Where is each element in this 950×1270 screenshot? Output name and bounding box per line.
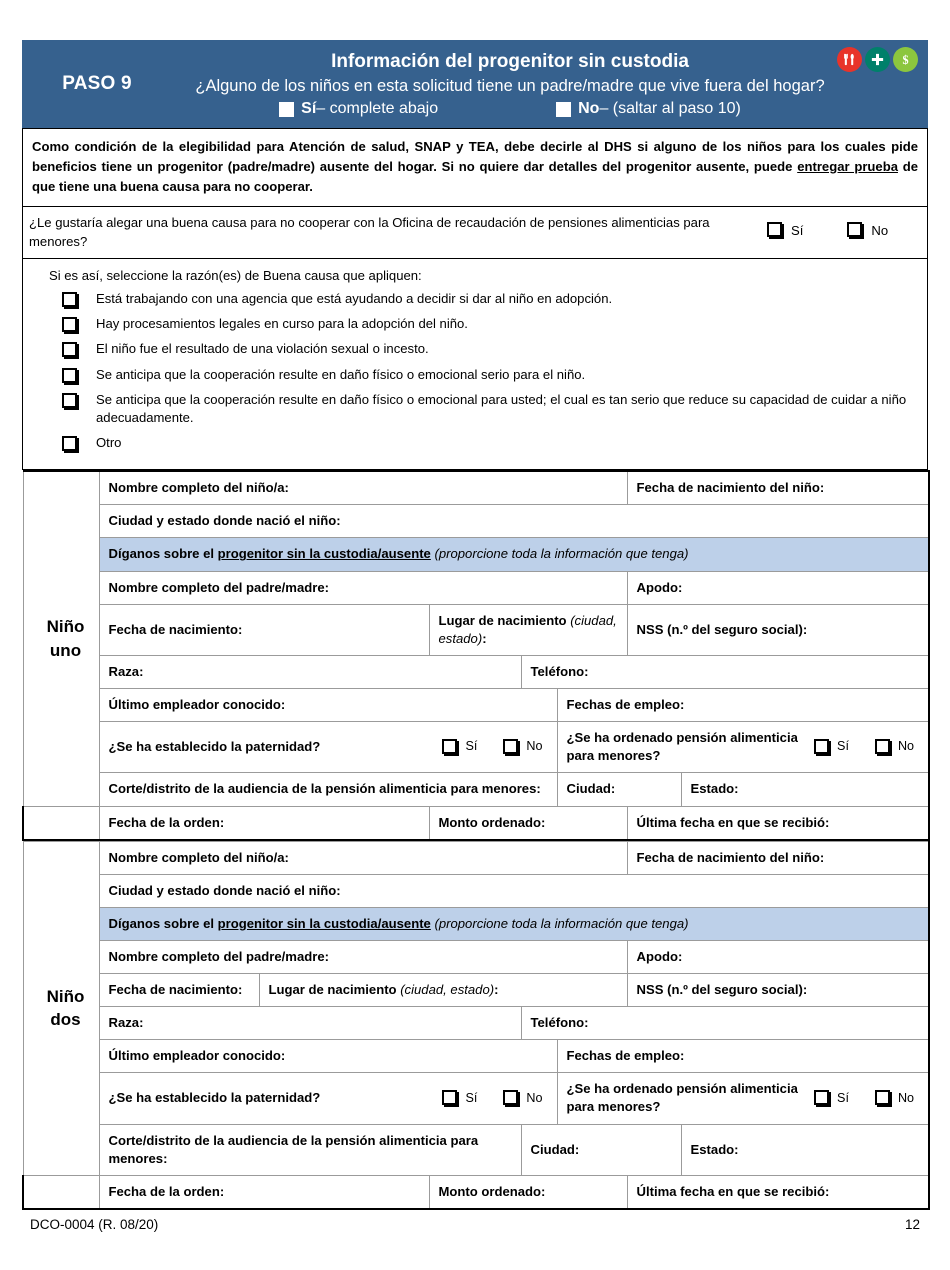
- table-row: [23, 1006, 929, 1039]
- program-icons: [837, 47, 918, 72]
- svg-text:$: $: [902, 52, 909, 67]
- table-row: [23, 1175, 929, 1209]
- support-ordered-yes-checkbox[interactable]: [814, 739, 829, 754]
- support-ordered-no-label: No: [897, 1090, 915, 1105]
- header-yes-label: Sí: [301, 100, 317, 117]
- banner-underlined: progenitor sin la custodia/ausente: [217, 546, 431, 562]
- paternity-yes-checkbox[interactable]: [442, 739, 457, 754]
- money-dollar-icon: [893, 47, 918, 72]
- cell-last-employer[interactable]: Último empleador conocido:: [99, 1039, 557, 1072]
- health-plus-icon: [865, 47, 890, 72]
- support-ordered-no-option[interactable]: [875, 738, 914, 755]
- banner-pre: Díganos sobre el: [108, 915, 218, 931]
- support-ordered-question-label: ¿Se ha ordenado pensión alimenticia para menores?: [566, 1081, 798, 1115]
- support-ordered-yes-label: Sí: [837, 1090, 849, 1105]
- banner-pre: Díganos sobre el: [108, 546, 218, 562]
- cell-last-received[interactable]: Última fecha en que se recibió:: [627, 1175, 929, 1209]
- reason-checkbox-legal-proceedings[interactable]: [62, 317, 77, 332]
- child-two-label: [23, 841, 99, 1175]
- table-row: [23, 806, 929, 840]
- reason-item[interactable]: [49, 340, 917, 359]
- header-choices: [112, 100, 908, 118]
- good-cause-no-label: No: [871, 222, 889, 238]
- child-label-line1: Niño: [46, 986, 85, 1006]
- good-cause-yes-label: Sí: [791, 222, 804, 238]
- header-yes-checkbox[interactable]: [279, 102, 294, 117]
- birthplace-colon: :: [494, 981, 499, 997]
- cell-employment-dates[interactable]: Fechas de empleo:: [557, 688, 929, 721]
- support-ordered-no-checkbox[interactable]: [875, 739, 890, 754]
- child-label-line2: uno: [49, 640, 82, 660]
- paternity-options: [442, 738, 542, 755]
- cell-parent-full-name[interactable]: Nombre completo del padre/madre:: [99, 571, 627, 604]
- good-cause-options: [767, 213, 900, 238]
- table-row: [23, 973, 929, 1006]
- food-utensils-icon: [837, 47, 862, 72]
- child-one-label: [23, 471, 99, 806]
- table-row: [23, 655, 929, 688]
- paternity-options: [442, 1090, 542, 1107]
- cell-employment-dates[interactable]: Fechas de empleo:: [557, 1039, 929, 1072]
- header-no-checkbox[interactable]: [556, 102, 571, 117]
- cell-paternity-established: [99, 721, 557, 773]
- cell-absent-parent-banner: [99, 907, 929, 940]
- table-row: [23, 841, 929, 874]
- cell-court-state[interactable]: Estado:: [681, 773, 929, 806]
- cell-amount-ordered[interactable]: Monto ordenado:: [429, 806, 627, 840]
- header-yes-option[interactable]: [279, 100, 438, 118]
- table-row: [23, 721, 929, 773]
- form-id-label: DCO-0004 (R. 08/20): [30, 1217, 159, 1232]
- cell-parent-dob[interactable]: Fecha de nacimiento:: [99, 604, 429, 655]
- good-cause-yes-checkbox[interactable]: [767, 222, 782, 237]
- paternity-yes-option[interactable]: [442, 1090, 477, 1107]
- table-row: [23, 1073, 929, 1125]
- reason-checkbox-harm-to-you[interactable]: [62, 393, 77, 408]
- good-cause-reasons-list: [22, 259, 928, 470]
- step-header-banner: [22, 40, 928, 128]
- intro-paragraph: [22, 128, 928, 207]
- birthplace-colon: :: [482, 630, 487, 646]
- cell-birth-city-state[interactable]: Ciudad y estado donde nació el niño:: [99, 874, 929, 907]
- birthplace-hint: (ciudad, estado): [400, 981, 495, 997]
- intro-text-part2: de que tiene una buena causa para no cooperar.: [32, 158, 919, 194]
- child-one-table: [22, 470, 930, 840]
- reason-label: Está trabajando con una agencia que está ayudando a decidir si dar al niño en adopción.: [96, 291, 613, 307]
- cell-absent-parent-banner: [99, 538, 929, 571]
- paternity-no-checkbox[interactable]: [503, 1090, 518, 1105]
- step-label: PASO 9: [62, 73, 132, 94]
- reason-item[interactable]: [49, 391, 917, 428]
- cell-court-district[interactable]: Corte/distrito de la audiencia de la pensión alimenticia para menores:: [99, 773, 557, 806]
- table-row: [23, 471, 929, 505]
- reason-label: Se anticipa que la cooperación resulte en daño físico o emocional para usted; el cual es tan serio que reduce su capacidad de cuidar a niño adecuadamente.: [96, 391, 907, 426]
- good-cause-no-option[interactable]: [847, 223, 888, 238]
- birthplace-label: Lugar de nacimiento: [438, 612, 571, 628]
- cell-amount-ordered[interactable]: Monto ordenado:: [429, 1175, 627, 1209]
- intro-text-part1: Como condición de la elegibilidad para Atención de salud, SNAP y TEA, debe decirle al DHS si alguno de los niños para los cuales pide beneficios tiene un progenitor (padre/madre) ausente del hogar. Si no quiere dar detalles del progenitor ausente, puede: [32, 139, 918, 174]
- header-no-suffix: – (saltar al paso 10): [599, 100, 741, 117]
- reason-label: Otro: [96, 435, 122, 451]
- cell-nickname[interactable]: Apodo:: [627, 571, 929, 604]
- spacer-cell: [23, 806, 99, 840]
- reason-item[interactable]: [49, 434, 917, 453]
- birthplace-label: Lugar de nacimiento: [268, 981, 401, 997]
- cell-order-date[interactable]: Fecha de la orden:: [99, 1175, 429, 1209]
- banner-italic: (proporcione toda la información que tenga): [430, 915, 689, 931]
- reason-label: El niño fue el resultado de una violación sexual o incesto.: [96, 341, 429, 357]
- cell-last-employer[interactable]: Último empleador conocido:: [99, 688, 557, 721]
- header-no-option[interactable]: [556, 100, 741, 118]
- table-row: [23, 874, 929, 907]
- support-ordered-options: [814, 1090, 914, 1107]
- paternity-no-label: No: [526, 1090, 543, 1105]
- cell-support-ordered: [557, 1073, 929, 1125]
- cell-paternity-established: [99, 1073, 557, 1125]
- reason-item[interactable]: [49, 315, 917, 334]
- cell-court-state[interactable]: Estado:: [681, 1124, 929, 1175]
- table-row: [23, 688, 929, 721]
- support-ordered-no-checkbox[interactable]: [875, 1090, 890, 1105]
- cell-court-city[interactable]: Ciudad:: [557, 773, 681, 806]
- banner-underlined: progenitor sin la custodia/ausente: [217, 915, 431, 931]
- good-cause-question-text: ¿Le gustaría alegar una buena causa para no cooperar con la Oficina de recaudación de pensiones alimenticias para menores?: [29, 214, 710, 250]
- table-row-banner: [23, 538, 929, 571]
- header-yes-suffix: – complete abajo: [316, 100, 439, 117]
- header-center: [112, 50, 928, 118]
- support-ordered-yes-option[interactable]: [814, 1090, 849, 1107]
- paternity-yes-label: Sí: [465, 1090, 478, 1105]
- support-ordered-no-label: No: [897, 739, 915, 754]
- cell-phone[interactable]: Teléfono:: [521, 1006, 929, 1039]
- cell-child-dob[interactable]: Fecha de nacimiento del niño:: [627, 841, 929, 874]
- child-label-line1: Niño: [46, 617, 85, 637]
- good-cause-no-checkbox[interactable]: [847, 222, 862, 237]
- cell-ssn[interactable]: NSS (n.º del seguro social):: [627, 973, 929, 1006]
- cell-birthplace[interactable]: [259, 973, 627, 1006]
- cell-nickname[interactable]: Apodo:: [627, 940, 929, 973]
- reason-checkbox-harm-to-child[interactable]: [62, 368, 77, 383]
- paternity-yes-checkbox[interactable]: [442, 1090, 457, 1105]
- table-row: [23, 1039, 929, 1072]
- reason-label: Hay procesamientos legales en curso para la adopción del niño.: [96, 316, 468, 332]
- page-number-label: 12: [904, 1217, 920, 1232]
- table-row: [23, 773, 929, 806]
- paternity-yes-option[interactable]: [442, 738, 477, 755]
- cell-parent-full-name[interactable]: Nombre completo del padre/madre:: [99, 940, 627, 973]
- reason-item[interactable]: [49, 290, 917, 309]
- cell-ssn[interactable]: NSS (n.º del seguro social):: [627, 604, 929, 655]
- reason-checkbox-assault-incest[interactable]: [62, 342, 77, 357]
- reasons-lead-text: Si es así, seleccione la razón(es) de Buena causa que apliquen:: [49, 267, 422, 283]
- banner-italic: (proporcione toda la información que tenga): [430, 546, 689, 562]
- cell-child-dob[interactable]: Fecha de nacimiento del niño:: [627, 471, 929, 505]
- cell-birth-city-state[interactable]: Ciudad y estado donde nació el niño:: [99, 505, 929, 538]
- table-row: [23, 940, 929, 973]
- paternity-no-option[interactable]: [503, 1090, 542, 1107]
- spacer-cell: [23, 1175, 99, 1209]
- cell-court-city[interactable]: Ciudad:: [521, 1124, 681, 1175]
- intro-text-underlined: entregar prueba: [797, 158, 898, 174]
- reason-checkbox-other[interactable]: [62, 436, 77, 451]
- support-ordered-options: [814, 738, 914, 755]
- cell-last-received[interactable]: Última fecha en que se recibió:: [627, 806, 929, 840]
- table-row: [23, 604, 929, 655]
- support-ordered-yes-checkbox[interactable]: [814, 1090, 829, 1105]
- header-question: ¿Alguno de los niños en esta solicitud tiene un padre/madre que vive fuera del hogar?: [195, 76, 825, 95]
- paternity-no-option[interactable]: [503, 738, 542, 755]
- cell-child-full-name[interactable]: Nombre completo del niño/a:: [99, 471, 627, 505]
- reason-checkbox-adoption-agency[interactable]: [62, 292, 77, 307]
- cell-phone[interactable]: Teléfono:: [521, 655, 929, 688]
- cell-order-date[interactable]: Fecha de la orden:: [99, 806, 429, 840]
- paternity-question-label: ¿Se ha establecido la paternidad?: [108, 739, 321, 755]
- cell-child-full-name[interactable]: Nombre completo del niño/a:: [99, 841, 627, 874]
- page-title: Información del progenitor sin custodia: [331, 50, 689, 72]
- paternity-no-label: No: [526, 739, 543, 754]
- paternity-yes-label: Sí: [465, 739, 478, 754]
- table-row: [23, 1124, 929, 1175]
- support-ordered-question-label: ¿Se ha ordenado pensión alimenticia para menores?: [566, 729, 798, 764]
- header-no-label: No: [578, 100, 600, 117]
- support-ordered-yes-label: Sí: [837, 739, 849, 754]
- support-ordered-yes-option[interactable]: [814, 738, 849, 755]
- cell-court-district[interactable]: Corte/distrito de la audiencia de la pensión alimenticia para menores:: [99, 1124, 521, 1175]
- paternity-question-label: ¿Se ha establecido la paternidad?: [108, 1090, 321, 1106]
- support-ordered-no-option[interactable]: [875, 1090, 914, 1107]
- reason-label: Se anticipa que la cooperación resulte en daño físico o emocional serio para el niño.: [96, 366, 586, 382]
- child-label-line2: dos: [50, 1010, 81, 1030]
- cell-race[interactable]: Raza:: [99, 655, 521, 688]
- good-cause-yes-option[interactable]: [767, 223, 803, 238]
- table-row-banner: [23, 907, 929, 940]
- cell-parent-dob[interactable]: Fecha de nacimiento:: [99, 973, 259, 1006]
- table-row: [23, 571, 929, 604]
- cell-birthplace[interactable]: [429, 604, 627, 655]
- cell-race[interactable]: Raza:: [99, 1006, 521, 1039]
- reason-item[interactable]: [49, 366, 917, 385]
- good-cause-question-row: [22, 207, 928, 259]
- cell-support-ordered: [557, 721, 929, 773]
- paternity-no-checkbox[interactable]: [503, 739, 518, 754]
- child-two-table: [22, 841, 930, 1210]
- form-page: [0, 40, 950, 1270]
- birthplace-hint: (ciudad, estado): [438, 612, 617, 646]
- table-row: [23, 505, 929, 538]
